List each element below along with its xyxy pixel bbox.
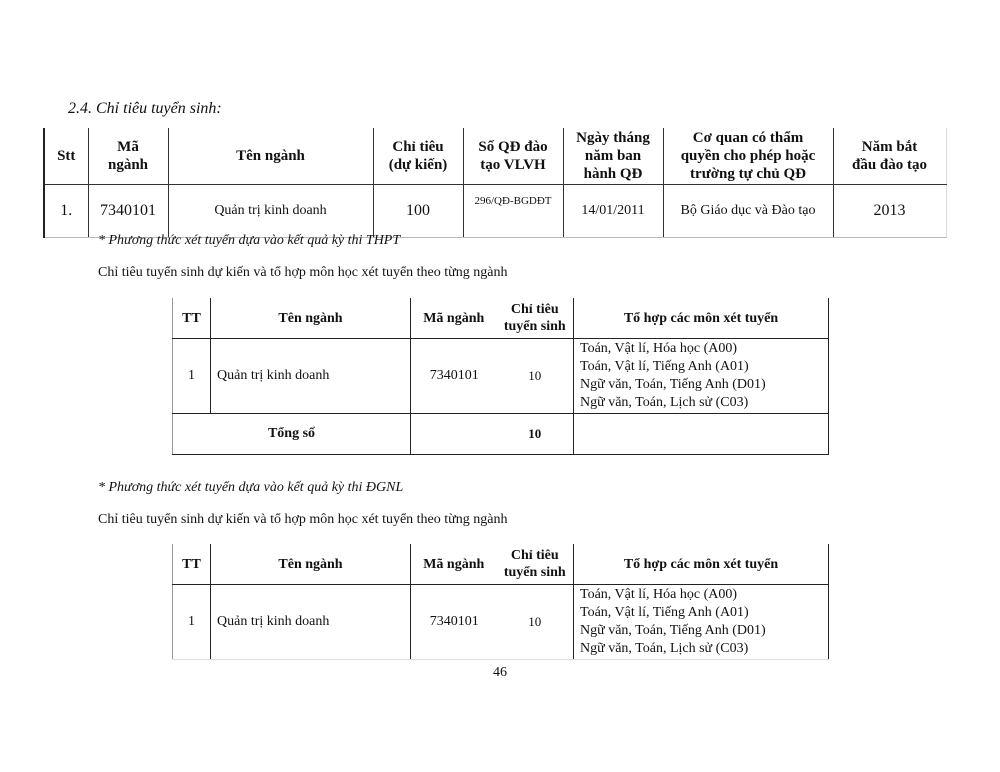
header-stt: Stt bbox=[44, 128, 88, 185]
thpt-quota-table bbox=[172, 298, 829, 455]
cell-nam: 2013 bbox=[833, 185, 946, 238]
paragraph-dgnl: Chỉ tiêu tuyển sinh dự kiến và tổ hợp môn học xét tuyển theo từng ngành bbox=[98, 512, 508, 527]
table-header-row bbox=[44, 128, 946, 185]
training-program-table bbox=[43, 128, 947, 238]
page-number: 46 bbox=[493, 665, 507, 680]
cell-tt: 1 bbox=[173, 339, 211, 414]
dgnl-quota-table bbox=[172, 544, 829, 660]
header-co-quan: Cơ quan có thẩm quyền cho phép hoặc trường tự chủ QĐ bbox=[663, 128, 833, 185]
combo-a01: Toán, Vật lí, Tiếng Anh (A01) bbox=[580, 605, 749, 620]
note-thpt: * Phương thức xét tuyển dựa vào kết quả kỳ thi THPT bbox=[98, 233, 401, 248]
header-ten-nganh: Tên ngành bbox=[211, 544, 411, 585]
combo-d01: Ngữ văn, Toán, Tiếng Anh (D01) bbox=[580, 377, 766, 392]
cell-to-hop bbox=[574, 585, 829, 660]
cell-ngay: 14/01/2011 bbox=[563, 185, 663, 238]
header-ngay: Ngày tháng năm ban hành QĐ bbox=[563, 128, 663, 185]
header-chi-tieu: Chỉ tiêu tuyển sinh bbox=[497, 544, 574, 585]
cell-ma-nganh: 7340101 bbox=[411, 339, 497, 414]
cell-tt: 1 bbox=[173, 585, 211, 660]
combo-c03: Ngữ văn, Toán, Lịch sử (C03) bbox=[580, 395, 749, 410]
header-tt: TT bbox=[173, 298, 211, 339]
header-to-hop: Tổ hợp các môn xét tuyển bbox=[574, 544, 829, 585]
header-chi-tieu: Chỉ tiêu (dự kiến) bbox=[373, 128, 463, 185]
cell-ten-nganh: Quản trị kinh doanh bbox=[211, 339, 411, 414]
cell-ma-nganh: 7340101 bbox=[88, 185, 168, 238]
cell-chi-tieu: 100 bbox=[373, 185, 463, 238]
header-ma-nganh: Mã ngành bbox=[88, 128, 168, 185]
combo-a00: Toán, Vật lí, Hóa học (A00) bbox=[580, 341, 738, 356]
cell-ten-nganh: Quản trị kinh doanh bbox=[211, 585, 411, 660]
cell-so-qd: 296/QĐ-BGDĐT bbox=[463, 185, 563, 238]
combo-c03: Ngữ văn, Toán, Lịch sử (C03) bbox=[580, 641, 749, 656]
table-row bbox=[173, 585, 829, 660]
combo-a00: Toán, Vật lí, Hóa học (A00) bbox=[580, 587, 738, 602]
section-title: 2.4. Chỉ tiêu tuyển sinh: bbox=[68, 100, 222, 117]
table-row bbox=[44, 185, 946, 238]
header-tt: TT bbox=[173, 544, 211, 585]
cell-ten-nganh: Quản trị kinh doanh bbox=[168, 185, 373, 238]
header-ten-nganh: Tên ngành bbox=[211, 298, 411, 339]
table-header-row bbox=[173, 544, 829, 585]
header-ma-nganh: Mã ngành bbox=[411, 298, 497, 339]
cell-co-quan: Bộ Giáo dục và Đào tạo bbox=[663, 185, 833, 238]
combo-a01: Toán, Vật lí, Tiếng Anh (A01) bbox=[580, 359, 749, 374]
paragraph-thpt: Chỉ tiêu tuyển sinh dự kiến và tổ hợp môn học xét tuyển theo từng ngành bbox=[98, 265, 508, 280]
note-dgnl: * Phương thức xét tuyển dựa vào kết quả kỳ thi ĐGNL bbox=[98, 480, 404, 495]
total-label: Tổng số bbox=[173, 414, 411, 455]
header-nam: Năm bắt đầu đào tạo bbox=[833, 128, 946, 185]
combo-d01: Ngữ văn, Toán, Tiếng Anh (D01) bbox=[580, 623, 766, 638]
total-value: 10 bbox=[497, 414, 574, 455]
header-chi-tieu: Chỉ tiêu tuyển sinh bbox=[497, 298, 574, 339]
cell-ma-nganh: 7340101 bbox=[411, 585, 497, 660]
cell-chi-tieu: 10 bbox=[497, 339, 574, 414]
total-row bbox=[173, 414, 829, 455]
cell-chi-tieu: 10 bbox=[497, 585, 574, 660]
header-ma-nganh: Mã ngành bbox=[411, 544, 497, 585]
header-to-hop: Tổ hợp các môn xét tuyển bbox=[574, 298, 829, 339]
table-header-row bbox=[173, 298, 829, 339]
cell-to-hop bbox=[574, 339, 829, 414]
table-row bbox=[173, 339, 829, 414]
header-so-qd: Số QĐ đào tạo VLVH bbox=[463, 128, 563, 185]
header-ten-nganh: Tên ngành bbox=[168, 128, 373, 185]
cell-stt: 1. bbox=[44, 185, 88, 238]
